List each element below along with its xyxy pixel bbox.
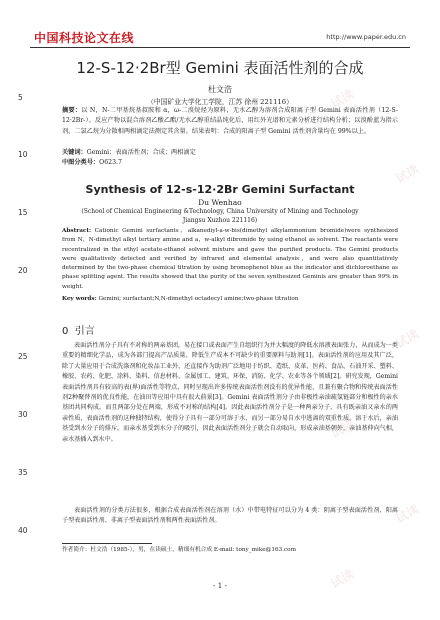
clc-value: O623.7 bbox=[99, 159, 122, 166]
paper-title-cn: 12-S-12·2Br型 Gemini 表面活性剂的合成 bbox=[76, 59, 364, 77]
author-en: Du Wenhao bbox=[198, 198, 242, 207]
abstract-cn-text: 以 N，N-二甲基烷基叔胺和 α，ω-二溴烷烃为原料，无水乙醇为溶剂合成阳离子型 Gemini 表面活性剂（12-S-12·2Br-）。反应产物以混合溶剂乙酸乙酯/无水乙醇重结晶纯化后，用红外光谱和元素分析进行结构分析；以溴酚蓝为指示剂，二氯乙烷为分散相两相滴定法测定其含量。结果表明：合成的阳离子型 Gemini 活性剂含量均在 99%以上。 bbox=[62, 107, 399, 135]
keywords-en bbox=[62, 295, 398, 304]
watermark: 试读 bbox=[328, 416, 357, 441]
clc-label: 中图分类号： bbox=[62, 159, 100, 166]
watermark: 试读 bbox=[328, 251, 357, 276]
line-number: 30 bbox=[18, 410, 28, 419]
line-number: 20 bbox=[18, 266, 28, 275]
keywords-en-label: Key words: bbox=[62, 296, 97, 302]
line-number: 40 bbox=[18, 526, 28, 535]
abstract-en bbox=[62, 227, 398, 292]
section-heading bbox=[62, 322, 95, 337]
journal-url[interactable]: http://www.paper.edu.cn bbox=[326, 33, 406, 41]
watermark: 试读 bbox=[393, 501, 422, 526]
page-number: - 1 - bbox=[213, 582, 227, 590]
keywords-en-text: Gemini; surfactant;N,N-dimethyl octadecyl amine;two-phase titration bbox=[96, 296, 299, 302]
header-rule bbox=[30, 47, 410, 48]
clc-number bbox=[62, 158, 398, 168]
paper-title-en: Synthesis of 12-s-12·2Br Gemini Surfactant bbox=[85, 183, 355, 196]
abstract-en-label: Abstract: bbox=[62, 228, 92, 234]
footnote-rule bbox=[62, 543, 152, 544]
intro-paragraph-1: 表面活性剂分子具有不对称的两亲基团，易在接口或表面产生自组织行为并大幅度的降低水溶液表面张力，从而成为一类重要的精细化学品，成为各部门提高产品质量、降低生产成本不可缺少的重要原料与助剂[1]。表面活性剂的应用及其广泛，除了大量应用于合成洗涤剂和化妆品工业外，还直接作为助剂广泛地用于纺织、造纸、皮革、医药、食品、石油开采、塑料、橡胶、农药、化肥、涂料、染料、信息材料、金属加工、建筑、环保、消防、化学、农业等各个领域[2]。研究发现，Gemini 表面活性剂具有较高的表(界)面活性等特点，同时呈现出许多传统表面活性剂没有的优异性能，且兼有聚合物和传统表面活性剂2种聚替剂的优良性能，在油田等应用中具有很大前景[3]。Gemini 表面活性剂分子由非极性亲油疏氢链部分和极性的亲水基团共同构成，而且两部分处在两端，形成不对称的结构[4]。因此表面活性剂分子是一种两亲分子，具有既亲油又亲水的两亲性质，表面活性剂的这种独特结构，使得分子具有一部分可溶于水，而另一部分易自水中逃离的双重性质。溶于水后，亲油基受到水分子的排斥，而亲水基受到水分子的吸引，因此表面活性剂分子就会自动取向，形成亲油基朝外，亲油基伸向气相，亲水基插入到水中。 bbox=[62, 342, 398, 443]
line-number: 35 bbox=[18, 468, 28, 477]
author-cn: 杜文浩 bbox=[208, 85, 232, 94]
journal-logo: 中国科技论文在线 bbox=[34, 31, 135, 45]
keywords-cn-text: Gemini；表面活性剂；合成；两相滴定 bbox=[86, 149, 196, 156]
line-number: 15 bbox=[18, 208, 28, 217]
section-number: 0 bbox=[62, 326, 69, 337]
author-footnote: 作者简介：杜文浩（1985-），男，在读硕士，精细有机合成 E-mail: tony_mike@163.com bbox=[62, 547, 296, 553]
section-title: 引言 bbox=[74, 326, 95, 337]
line-number: 25 bbox=[18, 352, 28, 361]
intro-paragraph-2: 表面活性剂的分类方法很多，根据合成表面活性剂在溶剂（水）中带电特征可以分为 4 类：阴离子型表面活性剂、阳离子型表面活性剂、非离子型表面活性剂和两性表面活性剂。 bbox=[62, 507, 398, 525]
line-number: 5 bbox=[18, 93, 23, 102]
keywords-cn bbox=[62, 148, 398, 158]
affiliation-cn: （中国矿业大学化工学院，江苏 徐州 221116） bbox=[147, 98, 293, 106]
keywords-cn-label: 关键词： bbox=[62, 149, 87, 156]
abstract-cn bbox=[62, 106, 398, 137]
watermark: 试读 bbox=[328, 86, 357, 111]
affiliation-en-line1: (School of Chemical Engineering &Technology, China University of Mining and Technology bbox=[81, 208, 359, 215]
affiliation-en-line2: Jiangsu Xuzhou 221116) bbox=[182, 217, 258, 224]
line-number: 10 bbox=[18, 150, 28, 159]
abstract-cn-label: 摘要： bbox=[62, 107, 82, 114]
abstract-en-text: Cationic Gemini surfactants，alkanediyl-a-w-bis(dimethyl alkylammonium bromide)were synthesized from N，N-dimethyl alkyl tertiary amine and a，w-alkyl dibromide by using ethanol as solvent. The reactants were recentralized in the ethyl acetate-ethanol solvent mixture and gave the purified products. The Gemini products were qualitatively detected and verified by infrared and elemental analysis，and were also quantitatively determined by the two-phase chemical titration by using bromophenol blue as the indicator and dichloroethane as phase splitting agent. The results showed that the purity of the seven synthesized Geminis are greater than 99% in weight. bbox=[62, 228, 398, 290]
watermark: 试读 bbox=[393, 326, 422, 351]
watermark: 试读 bbox=[328, 566, 357, 591]
watermark: 试读 bbox=[393, 161, 422, 186]
